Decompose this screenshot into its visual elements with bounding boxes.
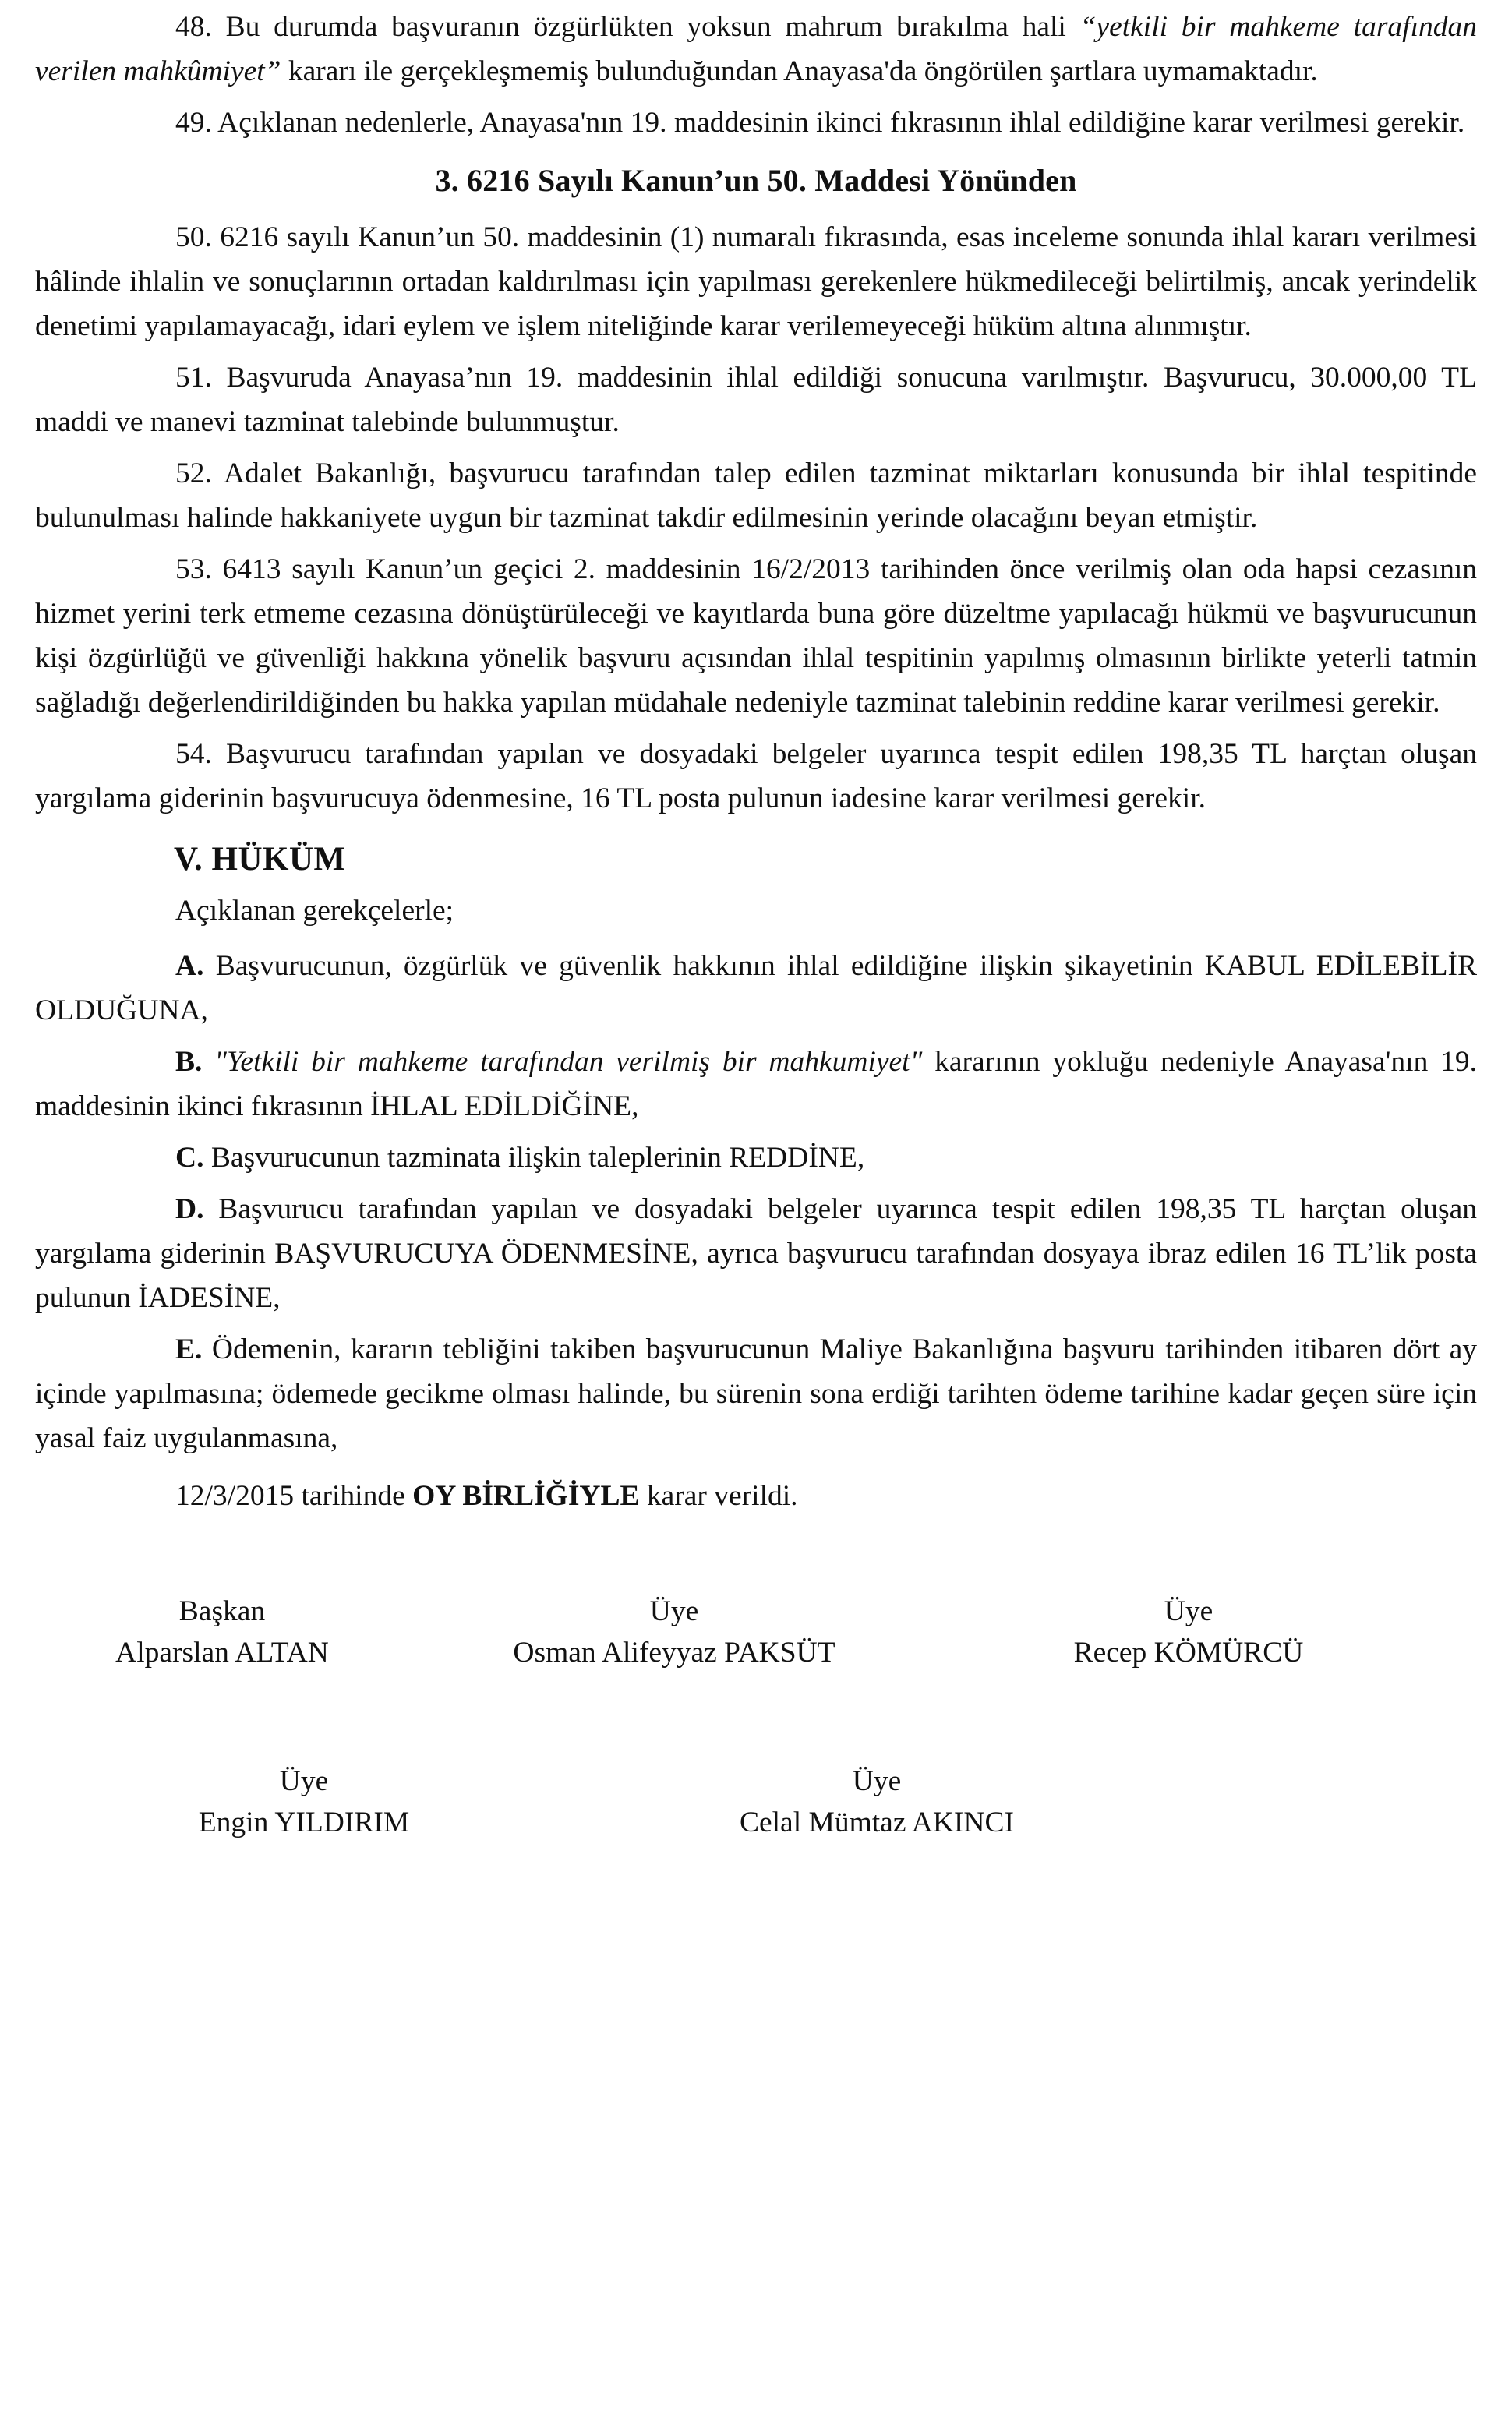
signature-name: Alparslan ALTAN — [115, 1636, 329, 1669]
paragraph-51-text: 51. Başvuruda Anayasa’nın 19. maddesinin ihlal edildiği sonucuna varılmıştır. Başvurucu, 30.000,00 TL maddi ve manevi tazminat talebinde bulunmuştur. — [35, 362, 1477, 438]
signature-name: Celal Mümtaz AKINCI — [739, 1807, 1015, 1839]
signature-role: Üye — [649, 1595, 699, 1627]
decision-date-prefix: 12/3/2015 tarihinde — [175, 1480, 413, 1513]
signature-row-1 — [35, 1591, 1477, 1674]
ruling-b-quote-italic: "Yetkili bir mahkeme tarafından verilmiş bir mahkumiyet" — [214, 1046, 923, 1079]
decision-date-suffix: karar verildi. — [639, 1480, 798, 1513]
signature-uye-paksut — [409, 1591, 939, 1674]
paragraph-51 — [35, 355, 1477, 444]
paragraph-54-text: 54. Başvurucu tarafından yapılan ve dosyadaki belgeler uyarınca tespit edilen 198,35 TL harçtan oluşan yargılama giderinin başvurucuya ödenmesine, 16 TL posta pulunun iadesine karar verilmesi gerekir. — [35, 738, 1477, 814]
paragraph-52-text: 52. Adalet Bakanlığı, başvurucu tarafından talep edilen tazminat miktarları konusunda bir ihlal tespitinde bulunulması halinde hakkaniyete uygun bir tazminat takdir edilmesinin yerinde olacağını beyan etmiştir. — [35, 457, 1477, 534]
paragraph-50 — [35, 215, 1477, 348]
ruling-a-letter: A. — [175, 950, 204, 983]
ruling-b-letter: B. — [175, 1046, 203, 1079]
ruling-c-text: Başvurucunun tazminata ilişkin taleplerinin REDDİNE, — [203, 1142, 865, 1174]
ruling-d — [35, 1187, 1477, 1320]
ruling-c — [35, 1136, 1477, 1180]
ruling-d-text: Başvurucu tarafından yapılan ve dosyadaki belgeler uyarınca tespit edilen 198,35 TL harçtan oluşan yargılama giderinin BAŞVURUCUYA ÖDENMESİNE, ayrıca başvurucu tarafından dosyaya ibraz edilen 16 TL’lik posta pulunun İADESİNE, — [35, 1193, 1477, 1315]
section-heading-50: 3. 6216 Sayılı Kanun’un 50. Maddesi Yönünden — [435, 163, 1077, 198]
ruling-b-gap — [202, 1046, 214, 1078]
signature-role: Başkan — [178, 1595, 266, 1627]
paragraph-48-quote-italic: “yetkili bir mahkeme tarafından verilen mahkûmiyet” — [35, 11, 1477, 87]
paragraph-48-text-part-1: 48. Bu durumda başvuranın özgürlükten yoksun mahrum bırakılma hali — [175, 11, 1080, 43]
paragraph-53 — [35, 547, 1477, 725]
paragraph-54 — [35, 732, 1477, 821]
ruling-b — [35, 1040, 1477, 1128]
signature-name: Recep KÖMÜRCÜ — [1073, 1636, 1304, 1669]
paragraph-49-text: 49. Açıklanan nedenlerle, Anayasa'nın 19. maddesinin ikinci fıkrasının ihlal edildiğine karar verilmesi gerekir. — [175, 107, 1465, 139]
signature-baskan — [35, 1591, 409, 1674]
signature-block — [35, 1591, 1477, 1844]
signature-name: Engin YILDIRIM — [198, 1807, 410, 1839]
paragraph-50-text: 50. 6216 sayılı Kanun’un 50. maddesinin (1) numaralı fıkrasında, esas inceleme sonunda ihlal kararı verilmesi hâlinde ihlalin ve sonuçlarının ortadan kaldırılması için yapılması gerekenlere hükmedileceği belirtilmiş, ancak yerindelik denetimi yapılamayacağı, idari eylem ve işlem niteliğinde karar verilemeyeceği hüküm altına alınmıştır. — [35, 221, 1477, 342]
hukum-intro: Açıklanan gerekçelerle; — [175, 895, 454, 927]
ruling-a-text: Başvurucunun, özgürlük ve güvenlik hakkının ihlal edildiğine ilişkin şikayetinin KABUL EDİLEBİLİR OLDUĞUNA, — [35, 950, 1477, 1027]
ruling-e — [35, 1327, 1477, 1460]
signature-name: Osman Alifeyyaz PAKSÜT — [513, 1636, 835, 1669]
signature-row-2-spacer — [1181, 1761, 1477, 1844]
paragraph-49 — [35, 101, 1477, 145]
paragraph-52 — [35, 451, 1477, 540]
ruling-c-letter: C. — [175, 1142, 204, 1174]
signature-uye-akinci — [573, 1761, 1181, 1844]
decision-unanimity-label: OY BİRLİĞİYLE — [412, 1480, 640, 1513]
ruling-d-letter: D. — [175, 1193, 204, 1226]
signature-role: Üye — [1164, 1595, 1213, 1627]
decision-date-line — [35, 1475, 1477, 1518]
signature-role: Üye — [852, 1765, 902, 1798]
ruling-e-letter: E. — [175, 1333, 203, 1366]
paragraph-48-text-part-2: kararı ile gerçekleşmemiş bulunduğundan Anayasa'da öngörülen şartlara uymamaktadır. — [281, 55, 1318, 87]
document-body — [35, 0, 1477, 1844]
paragraph-53-text: 53. 6413 sayılı Kanun’un geçici 2. maddesinin 16/2/2013 tarihinden önce verilmiş olan oda hapsi cezasının hizmet yerini terk etmeme cezasına dönüştürüleceği ve kayıtlarda buna göre düzeltme yapılacağı hükmü ve başvurucunun kişi özgürlüğü ve güvenliği hakkına yönelik başvuru açısından ihlal tespitinin yapılmış olmasının birlikte yeterli tatmin sağladığı değerlendirildiğinden bu hakka yapılan müdahale nedeniyle tazminat talebinin reddine karar verilmesi gerekir. — [35, 553, 1477, 719]
ruling-e-text: Ödemenin, kararın tebliğini takiben başvurucunun Maliye Bakanlığına başvuru tarihinden itibaren dört ay içinde yapılmasına; ödemede gecikme olması halinde, bu sürenin sona erdiği tarihten ödeme tarihine kadar geçen süre için yasal faiz uygulanmasına, — [35, 1333, 1477, 1455]
signature-uye-yildirim — [35, 1761, 573, 1844]
ruling-b-text: kararının yokluğu nedeniyle Anayasa'nın 19. maddesinin ikinci fıkrasının İHLAL EDİLDİĞİNE, — [35, 1046, 1477, 1123]
paragraph-48 — [35, 5, 1477, 94]
signature-uye-komurcu — [939, 1591, 1438, 1674]
signature-role: Üye — [279, 1765, 329, 1798]
hukum-heading: V. HÜKÜM — [174, 841, 346, 878]
signature-row-2 — [35, 1761, 1477, 1844]
ruling-a — [35, 944, 1477, 1033]
